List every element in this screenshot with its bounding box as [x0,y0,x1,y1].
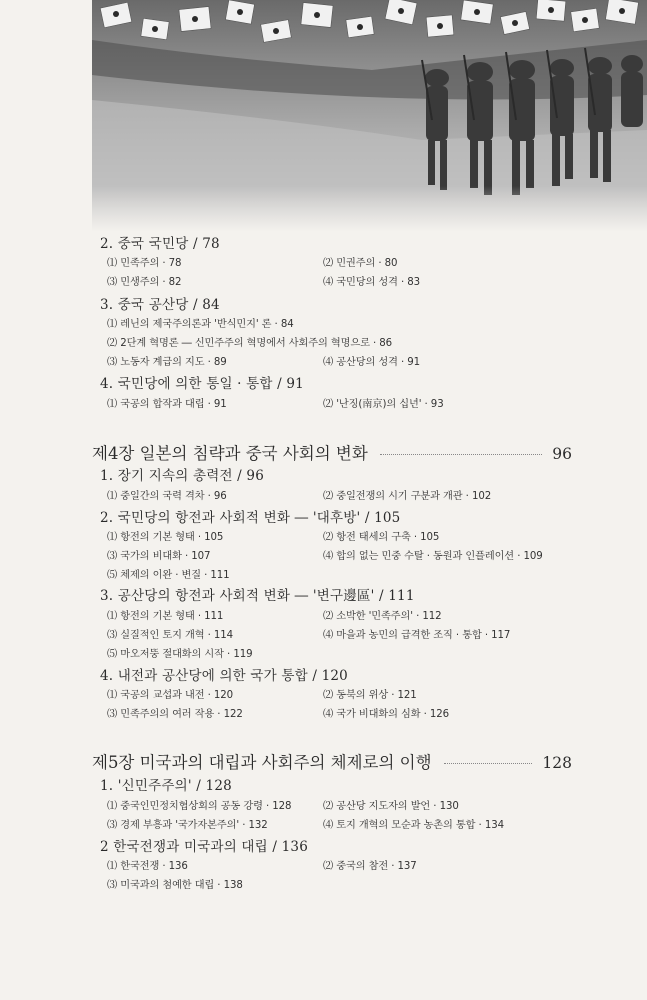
dot-leader [380,454,542,455]
chapter-title: 제5장 미국과의 대립과 사회주의 체제로의 이행 [92,753,432,772]
toc-item[interactable]: ⑶ 국가의 비대화 · 107 [107,551,211,562]
toc-item[interactable]: ⑶ 경제 부흥과 '국가자본주의' · 132 [107,820,268,831]
toc-item[interactable]: ⑷ 토지 개혁의 모순과 농촌의 통합 · 134 [323,820,504,831]
toc-item[interactable]: ⑶ 노동자 계급의 지도 · 89 [107,357,227,368]
toc-item[interactable]: ⑶ 민생주의 · 82 [107,277,182,288]
toc-item[interactable]: ⑶ 실질적인 토지 개혁 · 114 [107,630,233,641]
section-4-4-title[interactable]: 4. 내전과 공산당에 의한 국가 통합 / 120 [100,668,348,684]
section-4-1-title[interactable]: 1. 장기 지속의 총력전 / 96 [100,468,264,484]
toc-item[interactable]: ⑷ 합의 없는 민중 수탈 · 동원과 인플레이션 · 109 [323,551,543,562]
toc-item[interactable]: ⑷ 국가 비대화의 심화 · 126 [323,709,449,720]
chapter-4-heading[interactable] [92,440,572,464]
chapter-page-number: 128 [542,754,572,772]
toc-item[interactable]: ⑴ 중일간의 국력 격차 · 96 [107,491,227,502]
toc-item[interactable]: ⑴ 레닌의 제국주의론과 '반식민지' 론 · 84 [107,319,294,330]
section-3-2-title[interactable]: 2. 중국 국민당 / 78 [100,236,220,252]
section-5-1-title[interactable]: 1. '신민주주의' / 128 [100,778,232,794]
toc-item[interactable]: ⑴ 항전의 기본 형태 · 105 [107,532,224,543]
toc-item[interactable]: ⑸ 마오저뚱 절대화의 시작 · 119 [107,649,253,660]
toc-item[interactable]: ⑷ 마을과 농민의 급격한 조직 · 통합 · 117 [323,630,511,641]
chapter-page-number: 96 [552,445,572,463]
toc-item[interactable]: ⑵ 민권주의 · 80 [323,258,398,269]
chapter-title: 제4장 일본의 침략과 중국 사회의 변화 [92,444,368,463]
toc-item[interactable]: ⑵ 2단계 혁명론 ― 신민주주의 혁명에서 사회주의 혁명으로 · 86 [107,338,393,349]
toc-item[interactable]: ⑷ 공산당의 성격 · 91 [323,357,420,368]
toc-item[interactable]: ⑵ 공산당 지도자의 발언 · 130 [323,801,459,812]
section-3-3-title[interactable]: 3. 중국 공산당 / 84 [100,297,220,313]
toc-item[interactable]: ⑶ 미국과의 첨예한 대립 · 138 [107,880,243,891]
toc-item[interactable]: ⑴ 중국인민정치협상회의 공동 강령 · 128 [107,801,292,812]
toc-item[interactable]: ⑵ 중일전쟁의 시기 구분과 개관 · 102 [323,491,492,502]
toc-item[interactable]: ⑵ 항전 태세의 구축 · 105 [323,532,440,543]
toc-item[interactable]: ⑵ 중국의 참전 · 137 [323,861,417,872]
toc-item[interactable]: ⑸ 체제의 이완 · 변질 · 111 [107,570,230,581]
toc-item[interactable]: ⑴ 한국전쟁 · 136 [107,861,188,872]
toc-item[interactable]: ⑴ 항전의 기본 형태 · 111 [107,611,224,622]
dot-leader [444,763,533,764]
section-4-2-title[interactable]: 2. 국민당의 항전과 사회적 변화 ― '대후방' / 105 [100,510,401,526]
section-4-3-title[interactable]: 3. 공산당의 항전과 사회적 변화 ― '변구邊區' / 111 [100,588,415,604]
toc-item[interactable]: ⑵ 소박한 '민족주의' · 112 [323,611,442,622]
chapter-5-heading[interactable] [92,749,572,773]
toc-item[interactable]: ⑴ 국공의 합작과 대립 · 91 [107,399,227,410]
section-5-2-title[interactable]: 2 한국전쟁과 미국과의 대립 / 136 [100,839,309,855]
section-3-4-title[interactable]: 4. 국민당에 의한 통일 · 통합 / 91 [100,376,304,392]
toc-item[interactable]: ⑴ 민족주의 · 78 [107,258,182,269]
toc-item[interactable]: ⑷ 국민당의 성격 · 83 [323,277,420,288]
toc-item[interactable]: ⑵ 동북의 위상 · 121 [323,690,417,701]
toc-item[interactable]: ⑵ '난징(南京)의 십년' · 93 [323,399,444,410]
toc-item[interactable]: ⑴ 국공의 교섭과 내전 · 120 [107,690,233,701]
toc-item[interactable]: ⑶ 민족주의의 여러 작용 · 122 [107,709,243,720]
